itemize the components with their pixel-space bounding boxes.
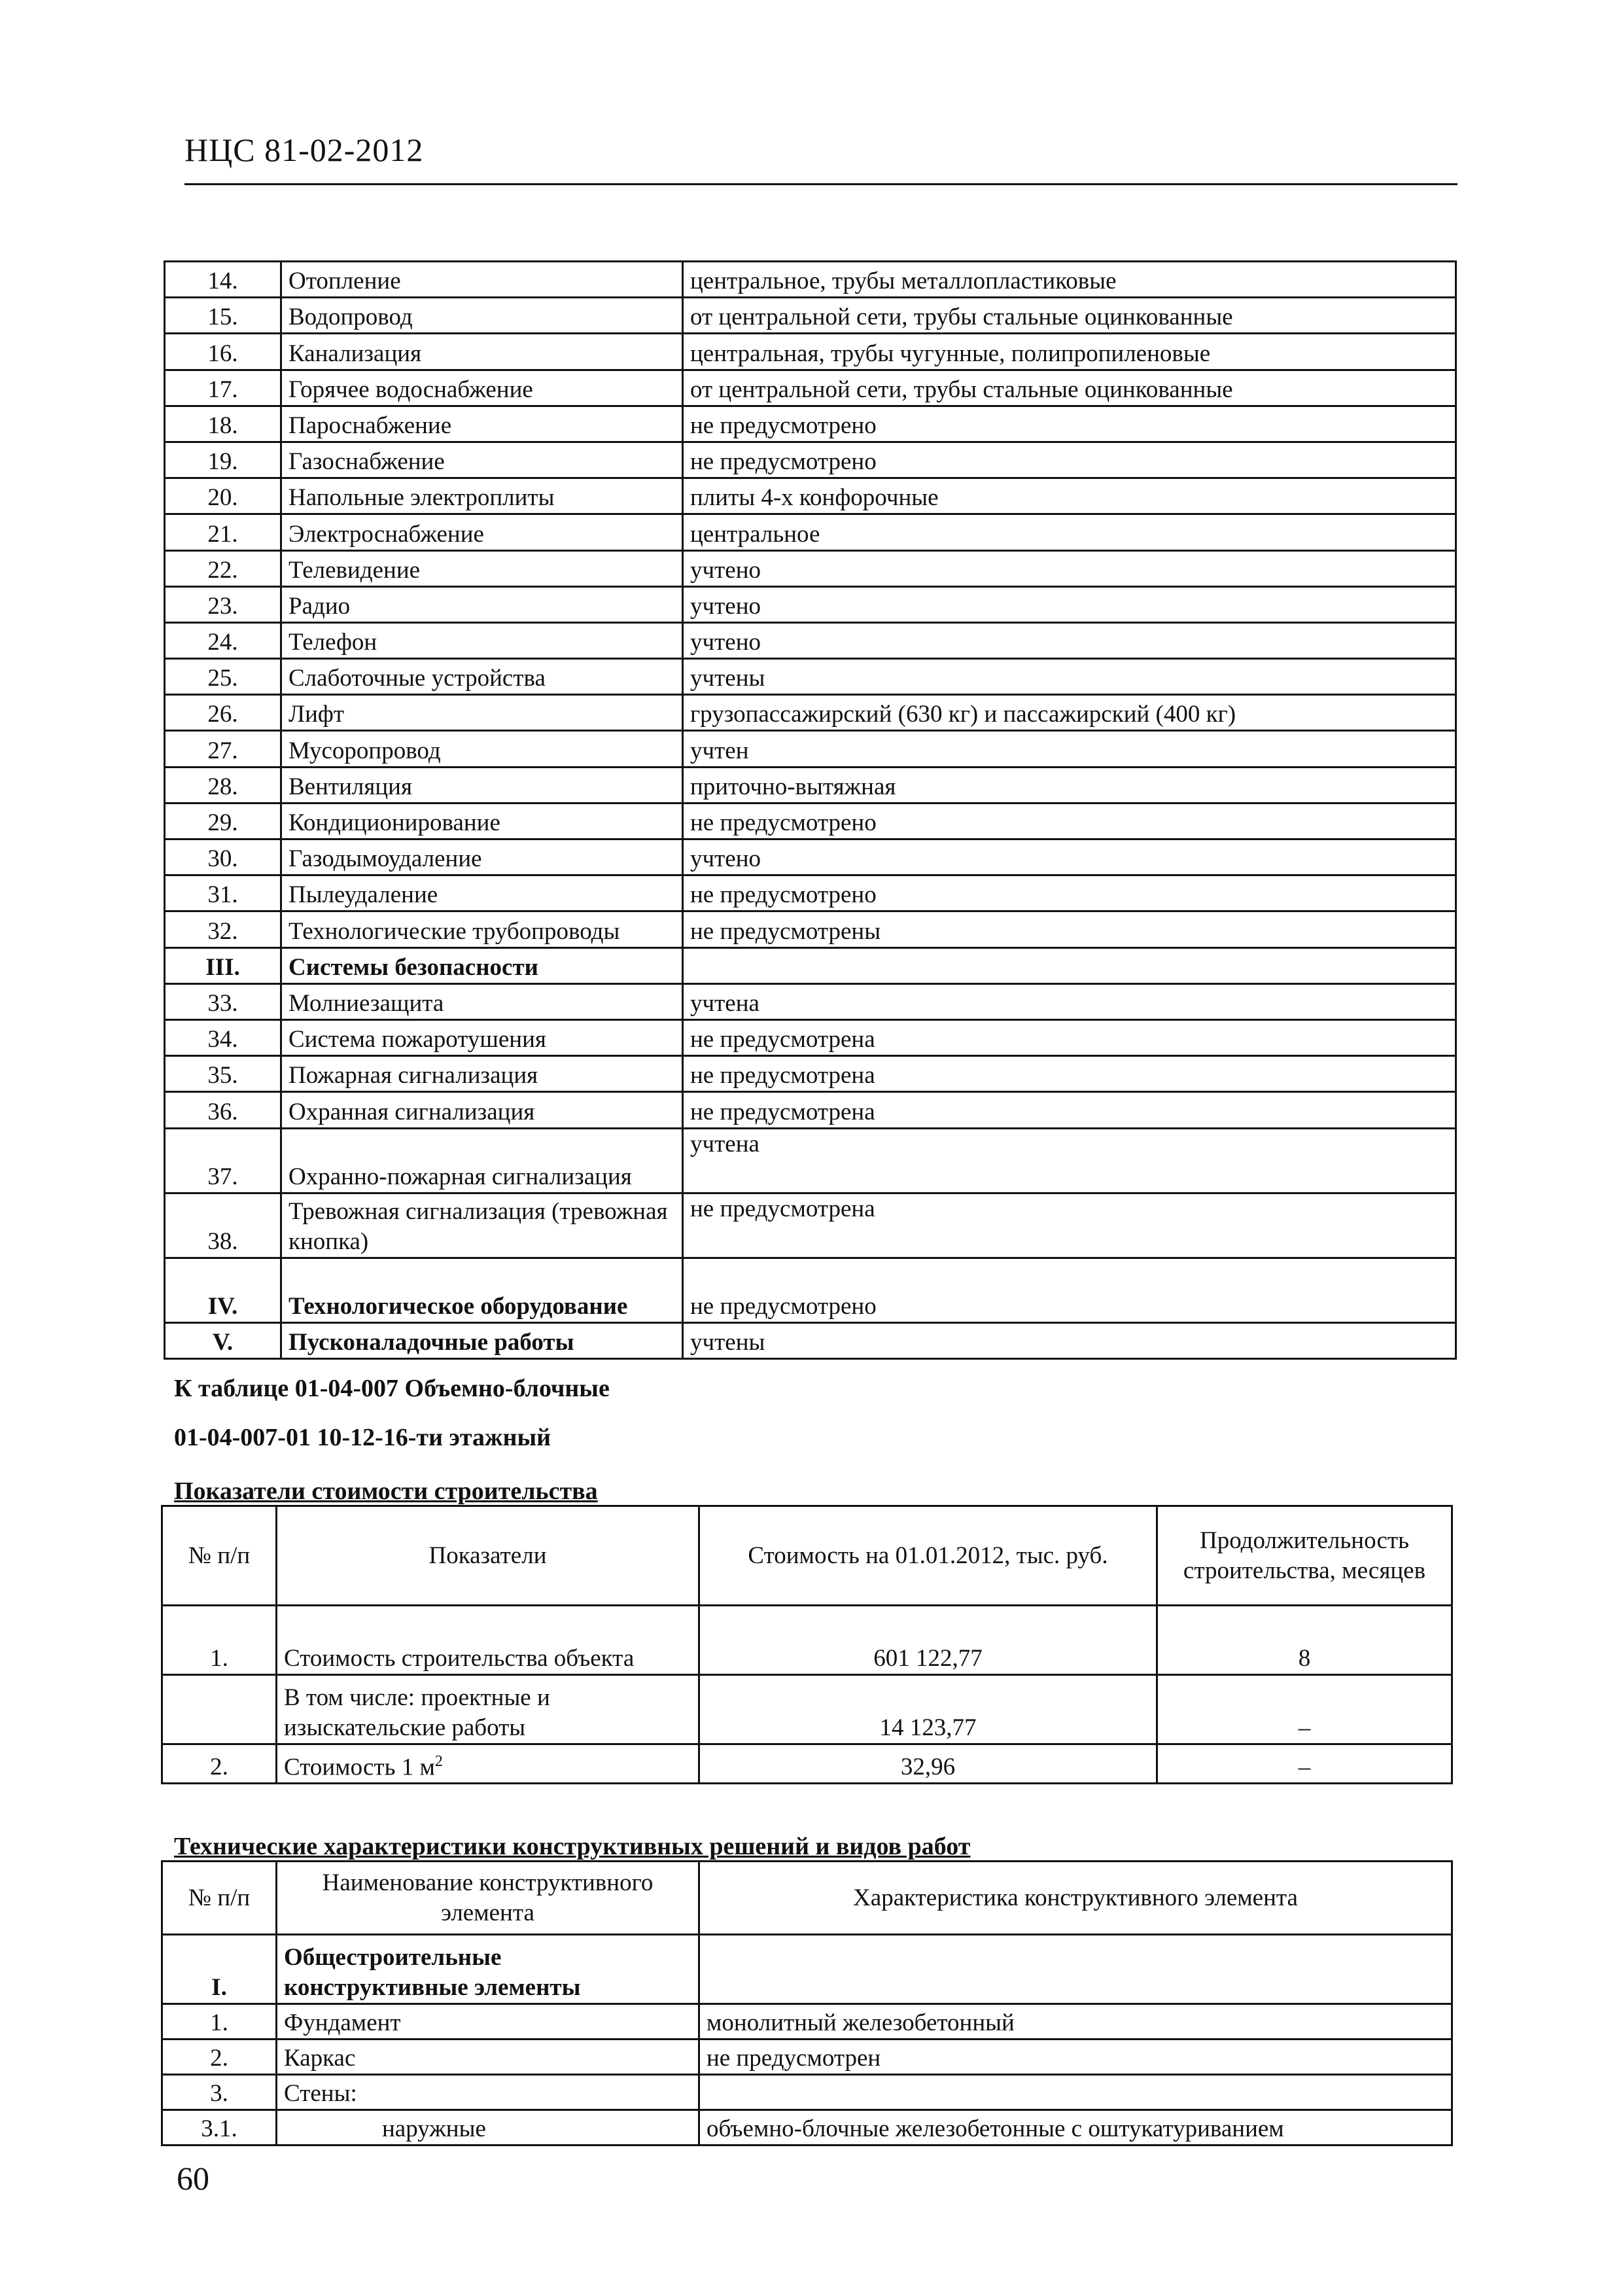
row-element-char: объемно-блочные железобетонные с оштукатуриванием [699, 2110, 1452, 2146]
table-row [162, 2004, 1452, 2040]
row-number: 31. [165, 875, 281, 911]
row-number: 1. [162, 1606, 277, 1675]
table-row [165, 983, 1456, 1019]
table-row [165, 514, 1456, 550]
row-value: не предусмотрена [683, 1193, 1456, 1258]
row-element-char [699, 2075, 1452, 2110]
table-row [162, 1744, 1452, 1784]
row-name: Горячее водоснабжение [281, 370, 683, 406]
subtable-caption: 01-04-007-01 10-12-16-ти этажный [174, 1424, 551, 1451]
row-value: не предусмотрено [683, 875, 1456, 911]
tech-characteristics-title: Технические характеристики конструктивных решений и видов работ [174, 1833, 971, 1860]
row-value: центральная, трубы чугунные, полипропиленовые [683, 334, 1456, 370]
row-number: 23. [165, 586, 281, 622]
row-value [683, 947, 1456, 983]
row-element-char: монолитный железобетонный [699, 2004, 1452, 2040]
row-value: не предусмотрено [683, 1258, 1456, 1322]
row-name: Канализация [281, 334, 683, 370]
table-row [165, 442, 1456, 478]
row-name: Газоснабжение [281, 442, 683, 478]
table-row [165, 298, 1456, 334]
row-number: 1. [162, 2004, 277, 2040]
tech-characteristics-table [161, 1860, 1453, 2146]
row-value: не предусмотрено [683, 803, 1456, 839]
table-row [165, 1019, 1456, 1055]
table-row [165, 695, 1456, 731]
table-row [165, 1322, 1456, 1358]
header-num: № п/п [162, 1506, 277, 1606]
row-name: Вентиляция [281, 767, 683, 803]
table-row [165, 947, 1456, 983]
row-number: 33. [165, 983, 281, 1019]
row-value: учтено [683, 586, 1456, 622]
row-number: 14. [165, 262, 281, 298]
table-row [165, 550, 1456, 586]
row-element-name: наружные [277, 2110, 699, 2146]
row-value: приточно-вытяжная [683, 767, 1456, 803]
row-name: Пылеудаление [281, 875, 683, 911]
row-name: Электроснабжение [281, 514, 683, 550]
row-name: Охранно-пожарная сигнализация [281, 1128, 683, 1193]
to-table-caption: К таблице 01-04-007 Объемно-блочные [174, 1375, 610, 1402]
row-value: учтено [683, 839, 1456, 875]
row-number: 21. [165, 514, 281, 550]
row-cost: 14 123,77 [699, 1675, 1157, 1744]
row-name: Технологические трубопроводы [281, 911, 683, 947]
table-row [165, 1092, 1456, 1128]
row-number: 20. [165, 478, 281, 514]
row-name: Пусконаладочные работы [281, 1322, 683, 1358]
row-number: 15. [165, 298, 281, 334]
row-number: 27. [165, 731, 281, 767]
row-number: 34. [165, 1019, 281, 1055]
row-value: учтено [683, 622, 1456, 658]
row-duration: – [1157, 1744, 1452, 1784]
row-number: 22. [165, 550, 281, 586]
row-indicator: В том числе: проектные и изыскательские работы [277, 1675, 699, 1744]
row-value: не предусмотрены [683, 911, 1456, 947]
table-row [165, 1128, 1456, 1193]
row-value: не предусмотрено [683, 442, 1456, 478]
row-element-name: Каркас [277, 2040, 699, 2075]
row-value: учтено [683, 550, 1456, 586]
document-code: НЦС 81-02-2012 [184, 132, 424, 168]
row-name: Водопровод [281, 298, 683, 334]
header-divider [184, 183, 1457, 185]
row-name: Телефон [281, 622, 683, 658]
header-element-char: Характеристика конструктивного элемента [699, 1862, 1452, 1935]
row-number: 29. [165, 803, 281, 839]
page-number: 60 [177, 2160, 209, 2197]
row-value: плиты 4-х конфорочные [683, 478, 1456, 514]
row-number: 16. [165, 334, 281, 370]
row-name: Кондиционирование [281, 803, 683, 839]
table-row [165, 622, 1456, 658]
row-number: V. [165, 1322, 281, 1358]
row-element-name: Фундамент [277, 2004, 699, 2040]
row-element-char [699, 1935, 1452, 2004]
row-value: учтены [683, 659, 1456, 695]
row-number: 25. [165, 659, 281, 695]
table-row [162, 2040, 1452, 2075]
row-number: 28. [165, 767, 281, 803]
row-name: Молниезащита [281, 983, 683, 1019]
row-cost: 32,96 [699, 1744, 1157, 1784]
row-element-name: Стены: [277, 2075, 699, 2110]
row-element-name: Общестроительные конструктивные элементы [277, 1935, 699, 2004]
row-name: Тревожная сигнализация (тревожная кнопка) [281, 1193, 683, 1258]
engineering-systems-table [164, 260, 1457, 1360]
row-name: Отопление [281, 262, 683, 298]
row-name: Слаботочные устройства [281, 659, 683, 695]
row-value: центральное [683, 514, 1456, 550]
row-number: 3. [162, 2075, 277, 2110]
row-value: учтена [683, 983, 1456, 1019]
table-row [165, 406, 1456, 442]
row-value: центральное, трубы металлопластиковые [683, 262, 1456, 298]
table-row [162, 1935, 1452, 2004]
table-row [165, 262, 1456, 298]
row-number: 38. [165, 1193, 281, 1258]
table-row [165, 1056, 1456, 1092]
row-value: не предусмотрена [683, 1019, 1456, 1055]
row-value: от центральной сети, трубы стальные оцинкованные [683, 298, 1456, 334]
table-row [162, 1606, 1452, 1675]
table-row [165, 1193, 1456, 1258]
row-number: 24. [165, 622, 281, 658]
table-row [165, 767, 1456, 803]
row-name: Системы безопасности [281, 947, 683, 983]
table-row [165, 839, 1456, 875]
cost-indicators-table [161, 1505, 1453, 1784]
row-number: IV. [165, 1258, 281, 1322]
header-num: № п/п [162, 1862, 277, 1935]
row-name: Телевидение [281, 550, 683, 586]
row-indicator: Стоимость 1 $м^2$ [277, 1744, 699, 1784]
row-name: Пароснабжение [281, 406, 683, 442]
row-number: 19. [165, 442, 281, 478]
header-element-name: Наименование конструктивного элемента [277, 1862, 699, 1935]
cost-indicators-title: Показатели стоимости строительства [174, 1477, 598, 1505]
row-number [162, 1675, 277, 1744]
row-name: Газодымоудаление [281, 839, 683, 875]
row-cost: 601 122,77 [699, 1606, 1157, 1675]
table-row [165, 803, 1456, 839]
row-number: 36. [165, 1092, 281, 1128]
table-row [165, 911, 1456, 947]
row-number: 2. [162, 2040, 277, 2075]
row-value: не предусмотрено [683, 406, 1456, 442]
table-row [165, 334, 1456, 370]
superscript: 2 [434, 1752, 443, 1770]
header-duration: Продолжительность строительства, месяцев [1157, 1506, 1452, 1606]
row-number: 3.1. [162, 2110, 277, 2146]
row-name: Напольные электроплиты [281, 478, 683, 514]
table-row [165, 478, 1456, 514]
table-row [165, 731, 1456, 767]
row-name: Мусоропровод [281, 731, 683, 767]
row-name: Технологическое оборудование [281, 1258, 683, 1322]
row-value: учтена [683, 1128, 1456, 1193]
row-number: 37. [165, 1128, 281, 1193]
header-cost: Стоимость на 01.01.2012, тыс. руб. [699, 1506, 1157, 1606]
row-value: грузопассажирский (630 кг) и пассажирский (400 кг) [683, 695, 1456, 731]
row-number: I. [162, 1935, 277, 2004]
table-row [165, 1258, 1456, 1322]
table-row [165, 875, 1456, 911]
table-row [162, 1675, 1452, 1744]
table-row [165, 370, 1456, 406]
table-row [165, 659, 1456, 695]
table-row [162, 2110, 1452, 2146]
row-name: Лифт [281, 695, 683, 731]
row-value: не предусмотрена [683, 1056, 1456, 1092]
row-value: учтены [683, 1322, 1456, 1358]
row-name: Охранная сигнализация [281, 1092, 683, 1128]
row-number: III. [165, 947, 281, 983]
row-name: Пожарная сигнализация [281, 1056, 683, 1092]
row-value: не предусмотрена [683, 1092, 1456, 1128]
row-number: 35. [165, 1056, 281, 1092]
row-number: 18. [165, 406, 281, 442]
row-duration: 8 [1157, 1606, 1452, 1675]
row-indicator: Стоимость строительства объекта [277, 1606, 699, 1675]
header-indicator: Показатели [277, 1506, 699, 1606]
row-name: Система пожаротушения [281, 1019, 683, 1055]
row-number: 17. [165, 370, 281, 406]
row-duration: – [1157, 1675, 1452, 1744]
table-row [162, 2075, 1452, 2110]
row-number: 32. [165, 911, 281, 947]
row-number: 2. [162, 1744, 277, 1784]
row-name: Радио [281, 586, 683, 622]
table-row [165, 586, 1456, 622]
row-value: от центральной сети, трубы стальные оцинкованные [683, 370, 1456, 406]
row-number: 30. [165, 839, 281, 875]
row-element-char: не предусмотрен [699, 2040, 1452, 2075]
row-value: учтен [683, 731, 1456, 767]
row-number: 26. [165, 695, 281, 731]
